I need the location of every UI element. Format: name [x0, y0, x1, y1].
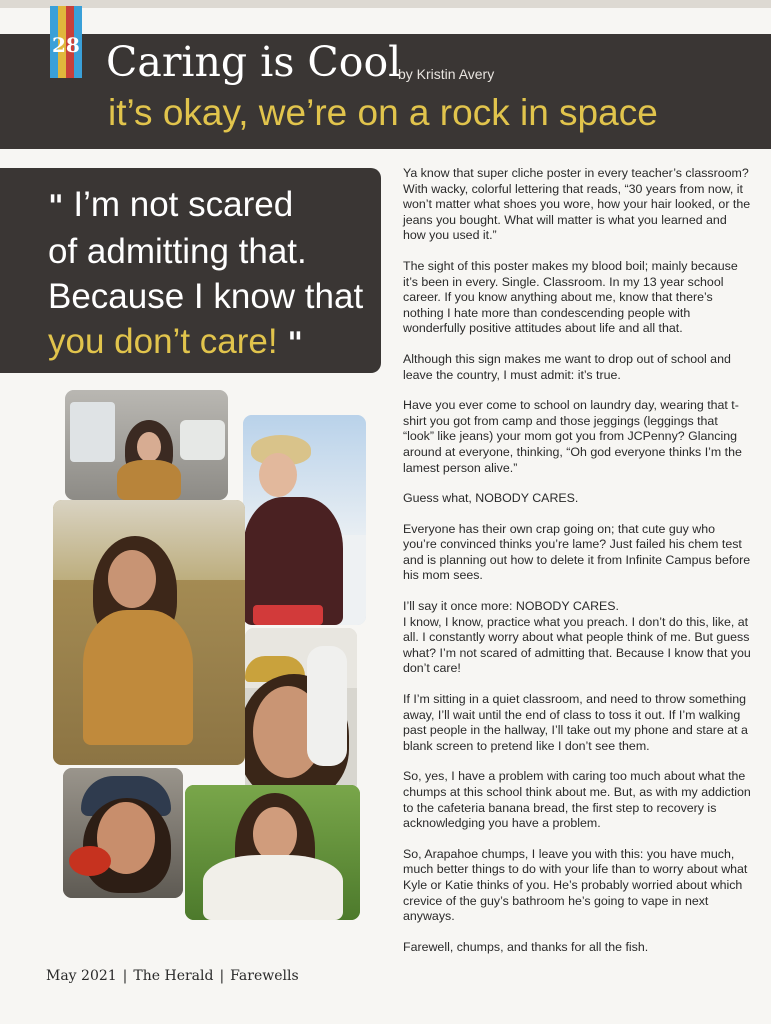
footer-section: Farewells	[230, 968, 299, 984]
photo-snow-beanie	[243, 415, 366, 625]
article-paragraph: Have you ever come to school on laundry day, wearing that t-shirt you got from camp and those jeggings (leggings that “look” like jeans) your mom got you from JCPenny? Glancing around at everyone, thinking, “Oh god everyone thinks I’m the lamest person alive.”	[403, 398, 742, 475]
footer-separator: |	[122, 968, 128, 984]
top-strip	[0, 0, 771, 8]
article-paragraph: Farewell, chumps, and thanks for all the fish.	[403, 939, 649, 954]
article-paragraph: Ya know that super cliche poster in every teacher’s classroom? With wacky, colorful lettering that reads, “30 years from now, it won’t matter what shoes you wore, how your hair looked, or the jeans you bought. What will matter is what you learned and how you used it.”	[403, 166, 751, 243]
article-paragraph: If I’m sitting in a quiet classroom, and need to throw something away, I’ll wait until the end of class to toss it out. If I’m walking past people in the hallway, I’ll take out my phone and stare at a blank screen to pretend like I don’t see them.	[403, 692, 748, 753]
photo-grass-curly	[185, 785, 360, 920]
footer-separator: |	[219, 968, 225, 984]
article-paragraph: So, yes, I have a problem with caring too much about what the chumps at this school think about me. But, as with my addiction to the cafeteria banana bread, the first step to recovery is acknowledging you have a problem.	[403, 769, 751, 831]
pull-quote-line-2: of admitting that.	[48, 232, 307, 271]
photo-car-selfie	[65, 390, 228, 500]
open-quote-mark: "	[48, 189, 64, 224]
footer-date: May 2021	[46, 968, 117, 984]
pull-quote-highlight: you don’t care!	[48, 322, 278, 361]
photo-field-portrait	[53, 500, 245, 765]
photo-hat-pepper	[63, 768, 183, 898]
page-footer	[46, 968, 299, 984]
article-paragraph: So, Arapahoe chumps, I leave you with this: you have much, much better things to do with your life than to worry about what Kyle or Katie thinks of you. He’s probably worried about which crevice of the guy’s bathroom he’s going to vape in next anyways.	[403, 846, 748, 924]
article-paragraph: I know, I know, practice what you preach. I don’t do this, like, at all. I constantly worry about what people think of me. But guess what? I’m not scared of admitting that. Because I know that you don’t care!	[403, 614, 751, 676]
article-paragraph: Guess what, NOBODY CARES.	[403, 491, 579, 506]
article-paragraph: The sight of this poster makes my blood boil; mainly because it’s been in every. Single. Classroom. In my 13 year school career. If you know anything about me, know that there’s nothing I hate more than condescending people with wonderfully positive attitudes about life and all that.	[403, 258, 738, 336]
article-subtitle: it’s okay, we’re on a rock in space	[108, 92, 658, 133]
pull-quote	[48, 182, 378, 366]
article-paragraph: Although this sign makes me want to drop out of school and leave the country, I must admit: it’s true.	[403, 351, 731, 382]
article-body	[403, 166, 751, 970]
page-number: 28	[52, 33, 80, 57]
article-paragraph: I’ll say it once more: NOBODY CARES.	[403, 599, 619, 614]
pull-quote-line-1: I’m not scared	[73, 185, 294, 224]
close-quote-mark: "	[287, 326, 303, 361]
pull-quote-line-3: Because I know that	[48, 277, 364, 316]
article-paragraph: Everyone has their own crap going on; that cute guy who you’re convinced thinks you’re lame? Just failed his chem test and is planning out how to delete it from Infinite Campus before his mom sees.	[403, 521, 751, 583]
footer-publication: The Herald	[133, 968, 214, 984]
photo-closeup-beanie	[245, 628, 357, 793]
byline: by Kristin Avery	[398, 66, 495, 82]
article-title: Caring is Cool	[106, 38, 402, 86]
